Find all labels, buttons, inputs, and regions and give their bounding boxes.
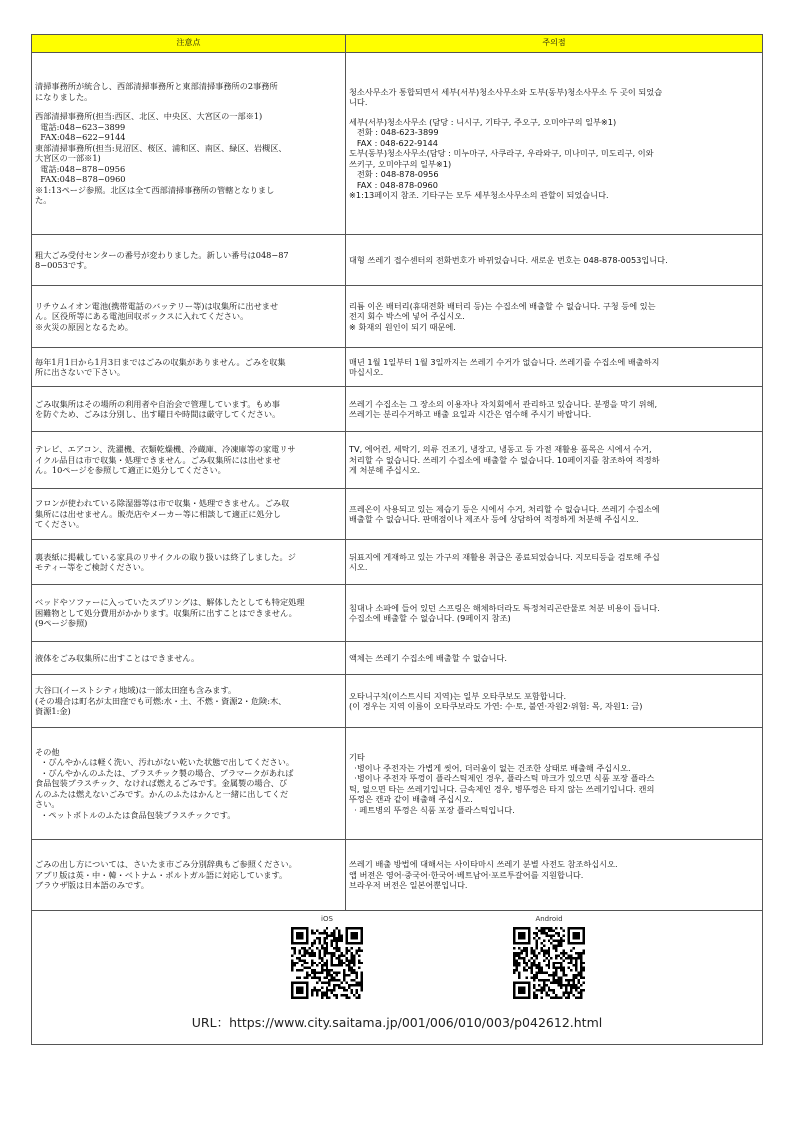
japanese-note <box>32 387 346 432</box>
note-line: ※1:13페이지 참조. 기타구는 모두 세부청소사무소의 관할이 되었습니다. <box>349 190 609 200</box>
note-line: 電話:048−878−0956 <box>35 163 126 174</box>
note-line: 처리할 수 없습니다. 쓰레기 수집소에 배출할 수 없습니다. 10페이지를 참조하여 적정하 <box>349 454 660 465</box>
note-line: テレビ、エアコン、洗濯機、衣類乾燥機、冷蔵庫、冷凍庫等の家電リサ <box>35 444 296 455</box>
note-line: ※火災の原因となるため。 <box>35 321 133 332</box>
note-row <box>32 540 763 585</box>
note-line: 리튬 이온 배터리(휴대전화 배터리 등)는 수집소에 배출할 수 없습니다. 구청 등에 있는 <box>349 300 656 311</box>
note-line: 쓰레기 배출 방법에 대해서는 사이타마시 쓰레기 분별 사전도 참조하십시오. <box>349 859 618 870</box>
note-line: イクル品目は市で収集・処理できません。ごみ収集所には出せませ <box>35 454 281 465</box>
note-line: 쓰키구, 오미야구의 일부※1) <box>349 158 452 169</box>
note-line: その他 <box>35 746 60 757</box>
korean-note <box>346 53 763 235</box>
korean-note <box>346 286 763 348</box>
note-row <box>32 585 763 642</box>
note-row <box>32 53 763 235</box>
japanese-note <box>32 235 346 286</box>
note-line: 세부(서부)청소사무소 (담당 : 니시구, 기타구, 주오구, 오미야구의 일부※1) <box>349 116 617 127</box>
note-row <box>32 286 763 348</box>
note-line: 뚜껑은 캔과 같이 배출해 주십시오. <box>349 794 473 804</box>
note-line: FAX : 048-878-0960 <box>349 179 438 190</box>
note-line: 시오. <box>349 562 368 572</box>
header-japanese: 注意点 <box>32 35 346 53</box>
note-line: ※1:13ページ参照。北区は全て西部清掃事務所の管轄となりまし <box>35 184 275 195</box>
note-line: ブラウザ版は日本語のみです。 <box>35 880 149 891</box>
korean-note <box>346 387 763 432</box>
note-line: モティー等をご検討ください。 <box>35 562 149 572</box>
note-line: (その場合は町名が太田窪でも可燃:水・土、不燃・資源2・危険:木、 <box>35 695 287 706</box>
note-line: 食品包装プラスチック、なければ燃えるごみです。金属製の場合、び <box>35 778 288 789</box>
note-line: 대형 쓰레기 접수센터의 전화번호가 바뀌었습니다. 새로운 번호는 048-878-0053입니다. <box>349 254 668 265</box>
note-line: さい。 <box>35 799 60 810</box>
japanese-note <box>32 286 346 348</box>
note-line: を防ぐため、ごみは分別し、出す曜日や時間は厳守してください。 <box>35 409 281 419</box>
japanese-note <box>32 675 346 728</box>
korean-note <box>346 642 763 675</box>
korean-note <box>346 540 763 585</box>
ios-qr-block <box>282 915 372 999</box>
notes-table <box>31 34 763 1045</box>
note-line: ·병이나 주전자 뚜껑이 플라스틱제인 경우, 플라스틱 마크가 있으면 식품 포장 플라스 <box>349 773 655 783</box>
note-line: リチウムイオン電池(携帯電話のバッテリー等)は収集所に出せませ <box>35 300 279 311</box>
note-line: 오타니구치(이스트시티 지역)는 일부 오타쿠보도 포함합니다. <box>349 690 567 701</box>
note-line: 기타 <box>349 752 365 762</box>
note-line: ん。区役所等にある電池回収ボックスに入れてください。 <box>35 311 249 322</box>
korean-note <box>346 235 763 286</box>
note-row <box>32 348 763 387</box>
note-line: 니다. <box>349 97 368 107</box>
korean-note <box>346 728 763 840</box>
note-line: 청소사무소가 통합되면서 세부(서부)청소사무소와 도부(동부)청소사무소 두 곳이 되었습 <box>349 86 663 97</box>
note-line: 8−0053です。 <box>35 260 92 270</box>
notes-rows <box>32 53 763 911</box>
note-line: FAX : 048-622-9144 <box>349 137 438 148</box>
note-line: 수집소에 배출할 수 없습니다. (9페이지 참조) <box>349 613 511 623</box>
note-row <box>32 642 763 675</box>
note-line: FAX:048−878−0960 <box>35 174 126 185</box>
ios-label: iOS <box>321 915 333 923</box>
korean-note <box>346 840 763 911</box>
note-line: 電話:048−623−3899 <box>35 121 126 132</box>
note-line: 매년 1월 1일부터 1월 3일까지는 쓰레기 수거가 없습니다. 쓰레기를 수집소에 배출하지 <box>349 356 660 367</box>
note-line: 브라우저 버전은 일본어뿐입니다. <box>349 880 468 891</box>
note-line: FAX:048−622−9144 <box>35 132 126 143</box>
note-line: 전화 : 048-878-0956 <box>349 169 439 179</box>
note-line: 東部清掃事務所(担当:見沼区、桜区、浦和区、南区、緑区、岩槻区、 <box>35 142 287 153</box>
android-qr-block <box>504 915 594 999</box>
note-line: ・びんやかんは軽く洗い、汚れがない乾いた状態で出してください。 <box>35 757 295 768</box>
android-qr-code[interactable] <box>513 927 585 999</box>
note-row <box>32 489 763 540</box>
note-line: になりました。 <box>35 91 93 102</box>
note-line: 쓰레기는 분리수거하고 배출 요일과 시간은 엄수해 주시기 바랍니다. <box>349 409 592 419</box>
note-line: 西部清掃事務所(担当:西区、北区、中央区、大宮区の一部※1) <box>35 111 263 122</box>
korean-note <box>346 489 763 540</box>
note-line: 大谷口(イーストシティ地域)は一部太田窪も含みます。 <box>35 685 237 696</box>
url-link[interactable]: URL：https://www.city.saitama.jp/001/006/010/003/p042612.html <box>191 1015 603 1030</box>
note-line: 粗大ごみ受付センターの番号が変わりました。新しい番号は048−87 <box>35 249 289 260</box>
note-line: 배출할 수 없습니다. 판매점이나 제조사 등에 상담하여 적정하게 처분해 주십시오. <box>349 514 639 524</box>
note-line: 大宮区の一部※1) <box>35 153 101 164</box>
android-label: Android <box>535 915 563 923</box>
note-line: 所に出さないで下さい。 <box>35 367 126 377</box>
note-line: (이 경우는 지역 이름이 오타쿠보라도 가연: 수·토, 불연·자원2·위험: 목, 자원1: 금) <box>349 701 643 711</box>
note-line: ※ 화재의 원인이 되기 때문에. <box>349 321 456 332</box>
note-line: ごみ収集所はその場所の利用者や自治会で管理しています。もめ事 <box>35 398 280 409</box>
japanese-note <box>32 348 346 387</box>
note-line: 전화 : 048-623-3899 <box>349 127 439 137</box>
korean-note <box>346 675 763 728</box>
japanese-note <box>32 489 346 540</box>
note-line: 도부(동부)청소사무소(담당 : 미누마구, 사쿠라구, 우라와구, 미나미구, 미도리구, 이와 <box>349 148 654 158</box>
note-line: 液体をごみ収集所に出すことはできません。 <box>35 652 200 663</box>
japanese-note <box>32 840 346 911</box>
note-line: (9ページ参照) <box>35 618 88 629</box>
note-line: んのふたは燃えないごみです。かんのふたはかんと一緒に出してくだ <box>35 788 289 799</box>
note-line: 전지 회수 박스에 넣어 주십시오. <box>349 311 465 322</box>
japanese-note <box>32 642 346 675</box>
note-row <box>32 235 763 286</box>
ios-qr-code[interactable] <box>291 927 363 999</box>
note-line: 게 처분해 주십시오. <box>349 465 421 476</box>
note-line: ·병이나 주전자는 가볍게 씻어, 더러움이 없는 건조한 상태로 배출해 주십시오. <box>349 762 631 773</box>
note-line: 清掃事務所が統合し、西部清掃事務所と東部清掃事務所の2事務所 <box>35 81 278 92</box>
japanese-note <box>32 432 346 489</box>
note-line: ベッドやソファーに入っていたスプリングは、解体したとしても特定処理 <box>35 597 305 608</box>
note-line: ごみの出し方については、さいたま市ごみ分別辞典もご参照ください。 <box>35 859 297 870</box>
note-line: 毎年1月1日から1月3日まではごみの収集がありません。ごみを収集 <box>35 356 286 367</box>
note-line: · 페트병의 뚜껑은 식품 포장 플라스틱입니다. <box>349 804 515 815</box>
note-line: 集所には出せません。販売店やメーカー等に相談して適正に処分し <box>35 508 281 519</box>
japanese-note <box>32 53 346 235</box>
qr-section <box>32 911 763 1045</box>
korean-note <box>346 585 763 642</box>
korean-note <box>346 348 763 387</box>
note-line: 액체는 쓰레기 수집소에 배출할 수 없습니다. <box>349 652 507 663</box>
note-row <box>32 432 763 489</box>
header-korean: 주의점 <box>346 35 763 53</box>
note-line: 資源1:金) <box>35 706 71 717</box>
note-line: た。 <box>35 195 52 206</box>
note-line: 裏表紙に掲載している家具のリサイクルの取り扱いは終了しました。ジ <box>35 551 296 562</box>
note-line: ん。10ページを参照して適正に処分してください。 <box>35 465 226 476</box>
note-row <box>32 840 763 911</box>
note-line: 침대나 소파에 들어 있던 스프링은 해체하더라도 특정처리곤란물로 처분 비용이 듭니다. <box>349 602 660 613</box>
note-line: 앱 버전은 영어·중국어·한국어·베트남어·포르투갈어를 지원합니다. <box>349 869 584 880</box>
japanese-note <box>32 728 346 840</box>
note-line: 뒤표지에 게재하고 있는 가구의 재활용 취급은 종료되었습니다. 지모티등을 검토해 주십 <box>349 551 660 562</box>
note-line: てください。 <box>35 519 85 530</box>
korean-note <box>346 432 763 489</box>
note-line: 프레온이 사용되고 있는 제습기 등은 시에서 수거, 처리할 수 없습니다. 쓰레기 수집소에 <box>349 503 660 514</box>
japanese-note <box>32 540 346 585</box>
note-line: アプリ版は英・中・韓・ベトナム・ポルトガル語に対応しています。 <box>35 869 288 880</box>
note-line: 마십시오. <box>349 367 384 377</box>
japanese-note <box>32 585 346 642</box>
note-row <box>32 728 763 840</box>
note-row <box>32 387 763 432</box>
note-line: TV, 에어컨, 세탁기, 의류 건조기, 냉장고, 냉동고 등 가전 재활용 품목은 시에서 수거, <box>349 444 652 455</box>
note-row <box>32 675 763 728</box>
note-line: 틱, 없으면 타는 쓰레기입니다. 금속제인 경우, 병뚜껑은 타지 않는 쓰레기입니다. 캔의 <box>349 783 655 794</box>
note-line: 困難物として処分費用がかかります。収集所に出すことはできません。 <box>35 607 297 618</box>
note-line: ・ペットボトルのふたは食品包装プラスチックです。 <box>35 809 236 820</box>
note-line: フロンが使われている除湿器等は市で収集・処理できません。ごみ収 <box>35 498 290 509</box>
note-line: ・びんやかんのふたは、プラスチック製の場合、プラマークがあれば <box>35 767 294 778</box>
note-line: 쓰레기 수집소는 그 장소의 이용자나 자치회에서 관리하고 있습니다. 분쟁을 막기 위해, <box>349 398 658 409</box>
